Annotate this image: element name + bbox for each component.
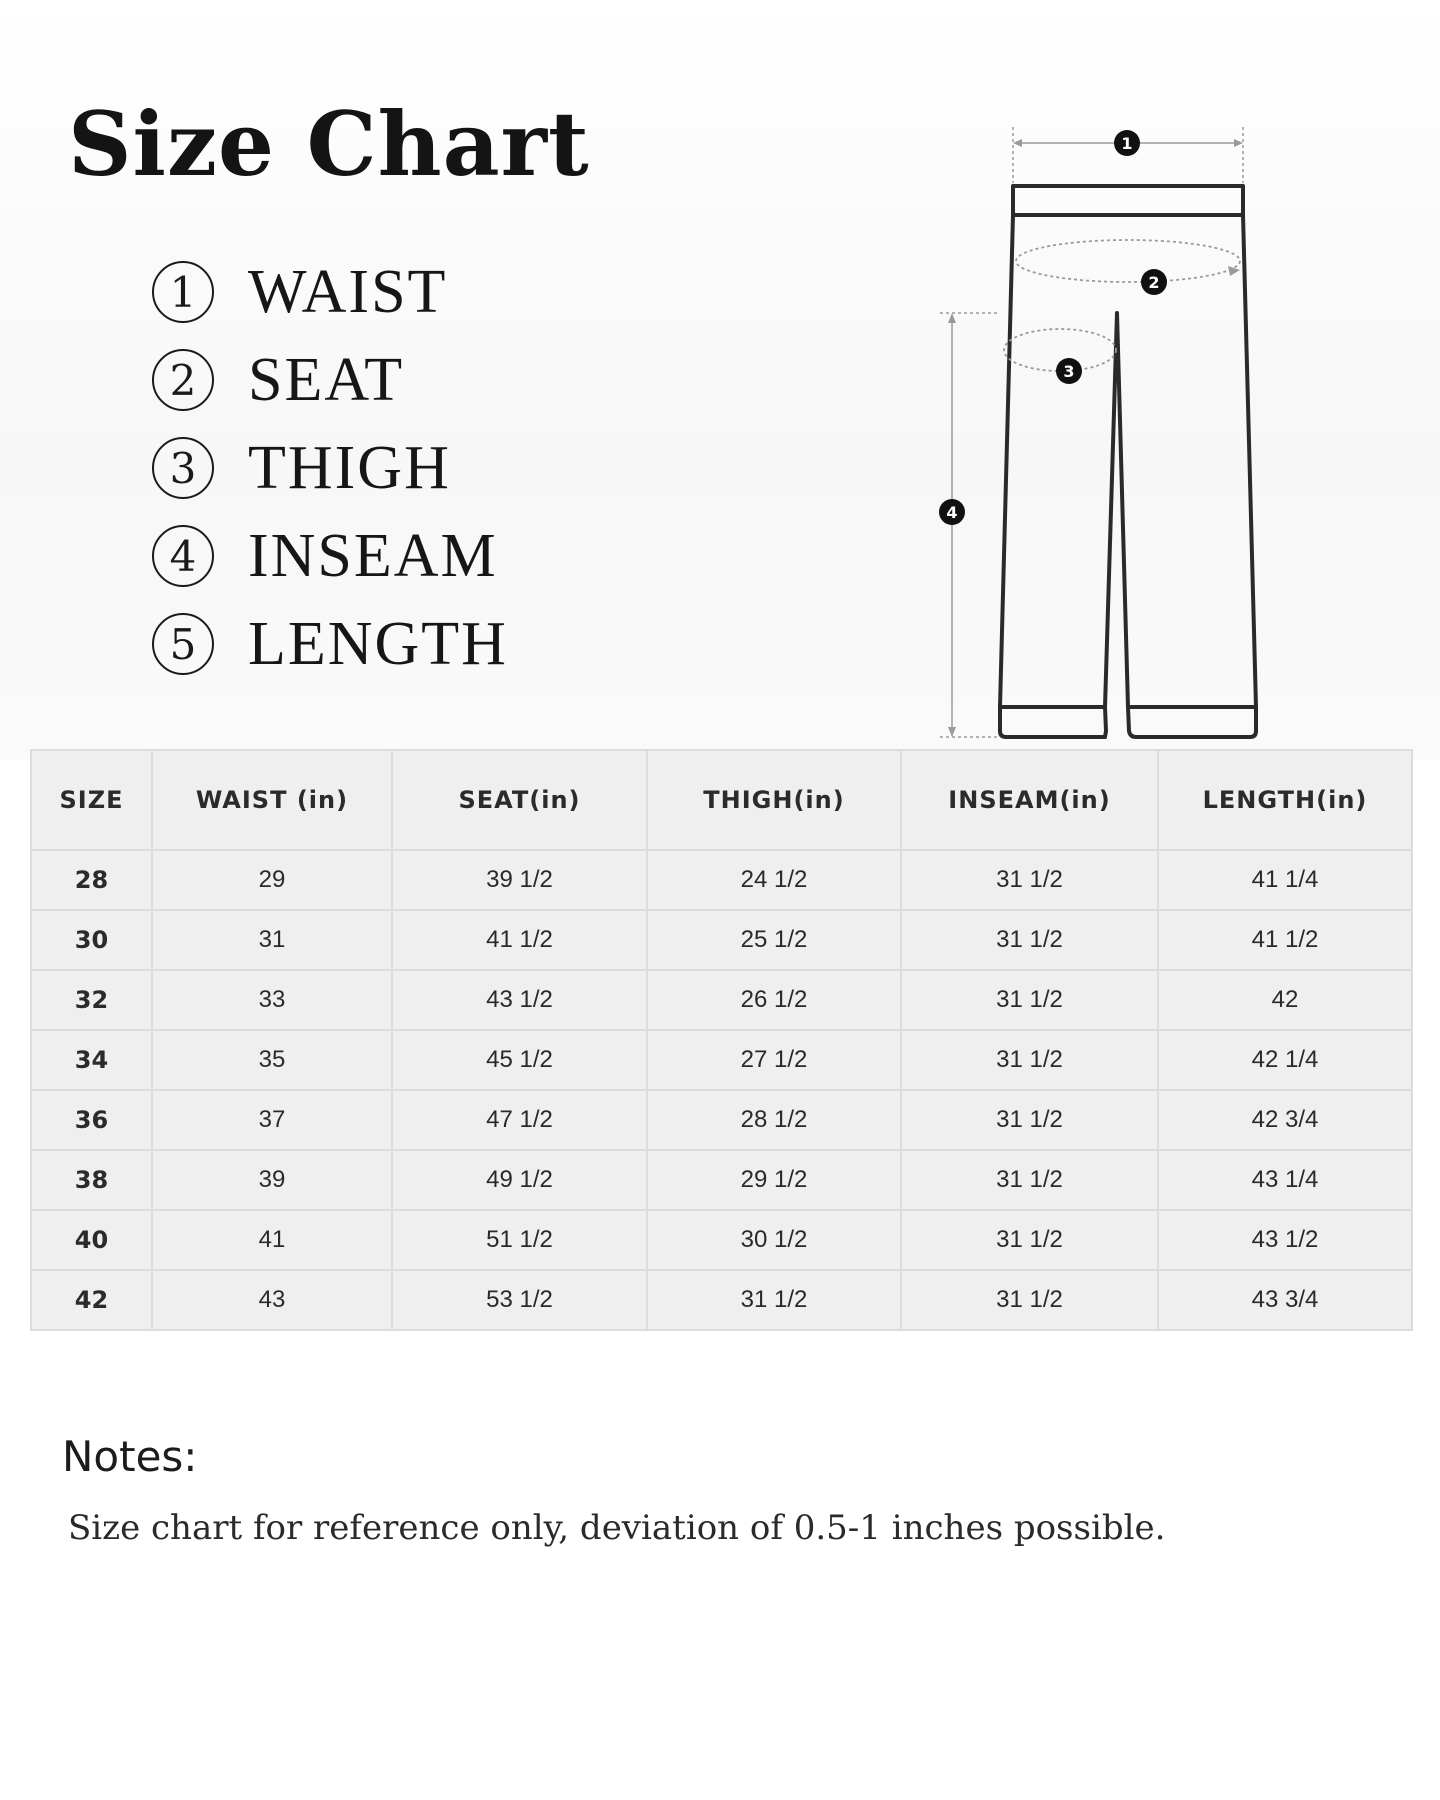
legend-number: 2 xyxy=(152,349,214,411)
waist-cell: 41 xyxy=(152,1210,392,1270)
inseam-cell: 31 1/2 xyxy=(901,1030,1158,1090)
length-cell: 41 1/2 xyxy=(1158,910,1412,970)
inseam-cell: 31 1/2 xyxy=(901,1150,1158,1210)
table-row xyxy=(31,1030,1412,1090)
column-header-length: LENGTH(in) xyxy=(1158,750,1412,850)
legend-number: 3 xyxy=(152,437,214,499)
table-row xyxy=(31,1090,1412,1150)
seat-cell: 41 1/2 xyxy=(392,910,647,970)
length-cell: 42 1/4 xyxy=(1158,1030,1412,1090)
measurement-legend xyxy=(152,248,508,688)
size-cell: 30 xyxy=(31,910,152,970)
legend-item-waist xyxy=(152,248,508,336)
waist-cell: 37 xyxy=(152,1090,392,1150)
column-header-inseam: INSEAM(in) xyxy=(901,750,1158,850)
length-cell: 43 1/2 xyxy=(1158,1210,1412,1270)
waist-cell: 35 xyxy=(152,1030,392,1090)
diagram-marker-3 xyxy=(1056,358,1082,384)
waist-cell: 39 xyxy=(152,1150,392,1210)
waist-cell: 31 xyxy=(152,910,392,970)
seat-cell: 45 1/2 xyxy=(392,1030,647,1090)
length-cell: 42 xyxy=(1158,970,1412,1030)
legend-label: INSEAM xyxy=(248,521,498,590)
thigh-cell: 25 1/2 xyxy=(647,910,901,970)
table-header-row xyxy=(31,750,1412,850)
page-title: Size Chart xyxy=(68,92,590,196)
legend-label: WAIST xyxy=(248,257,448,326)
pants-outline xyxy=(1000,186,1256,737)
column-header-waist: WAIST (in) xyxy=(152,750,392,850)
size-cell: 40 xyxy=(31,1210,152,1270)
legend-number: 1 xyxy=(152,261,214,323)
seat-cell: 47 1/2 xyxy=(392,1090,647,1150)
inseam-cell: 31 1/2 xyxy=(901,970,1158,1030)
inseam-cell: 31 1/2 xyxy=(901,1090,1158,1150)
length-cell: 43 3/4 xyxy=(1158,1270,1412,1330)
table-row xyxy=(31,910,1412,970)
column-header-size: SIZE xyxy=(31,750,152,850)
legend-item-inseam xyxy=(152,512,508,600)
legend-label: THIGH xyxy=(248,433,451,502)
size-cell: 28 xyxy=(31,850,152,910)
diagram-marker-2 xyxy=(1141,269,1167,295)
size-cell: 42 xyxy=(31,1270,152,1330)
waist-cell: 29 xyxy=(152,850,392,910)
thigh-cell: 30 1/2 xyxy=(647,1210,901,1270)
inseam-cell: 31 1/2 xyxy=(901,1270,1158,1330)
legend-label: SEAT xyxy=(248,345,405,414)
seat-cell: 43 1/2 xyxy=(392,970,647,1030)
size-cell: 32 xyxy=(31,970,152,1030)
thigh-cell: 26 1/2 xyxy=(647,970,901,1030)
thigh-cell: 28 1/2 xyxy=(647,1090,901,1150)
legend-item-seat xyxy=(152,336,508,424)
size-table xyxy=(30,749,1413,1331)
diagram-marker-1 xyxy=(1114,130,1140,156)
seat-cell: 39 1/2 xyxy=(392,850,647,910)
thigh-cell: 27 1/2 xyxy=(647,1030,901,1090)
table-row xyxy=(31,850,1412,910)
table-row xyxy=(31,970,1412,1030)
seat-arrow xyxy=(1228,266,1240,276)
legend-number: 4 xyxy=(152,525,214,587)
svg-text:3: 3 xyxy=(1063,362,1075,381)
inseam-measure-line xyxy=(940,313,1000,737)
length-cell: 42 3/4 xyxy=(1158,1090,1412,1150)
thigh-cell: 31 1/2 xyxy=(647,1270,901,1330)
length-cell: 43 1/4 xyxy=(1158,1150,1412,1210)
svg-text:1: 1 xyxy=(1121,134,1133,153)
notes-heading: Notes: xyxy=(62,1432,198,1481)
legend-number: 5 xyxy=(152,613,214,675)
svg-text:2: 2 xyxy=(1148,273,1160,292)
inseam-cell: 31 1/2 xyxy=(901,1210,1158,1270)
seat-cell: 53 1/2 xyxy=(392,1270,647,1330)
size-cell: 36 xyxy=(31,1090,152,1150)
seat-cell: 51 1/2 xyxy=(392,1210,647,1270)
length-cell: 41 1/4 xyxy=(1158,850,1412,910)
thigh-cell: 29 1/2 xyxy=(647,1150,901,1210)
seat-cell: 49 1/2 xyxy=(392,1150,647,1210)
pants-measurement-diagram xyxy=(930,115,1270,745)
waist-cell: 43 xyxy=(152,1270,392,1330)
seat-measure-ellipse xyxy=(1016,240,1240,282)
thigh-cell: 24 1/2 xyxy=(647,850,901,910)
diagram-marker-4 xyxy=(939,499,965,525)
legend-label: LENGTH xyxy=(248,609,508,678)
inseam-cell: 31 1/2 xyxy=(901,850,1158,910)
table-row xyxy=(31,1210,1412,1270)
size-cell: 34 xyxy=(31,1030,152,1090)
size-cell: 38 xyxy=(31,1150,152,1210)
table-row xyxy=(31,1270,1412,1330)
column-header-thigh: THIGH(in) xyxy=(647,750,901,850)
svg-text:4: 4 xyxy=(946,503,958,522)
notes-text: Size chart for reference only, deviation of 0.5-1 inches possible. xyxy=(68,1508,1166,1548)
inseam-cell: 31 1/2 xyxy=(901,910,1158,970)
column-header-seat: SEAT(in) xyxy=(392,750,647,850)
legend-item-thigh xyxy=(152,424,508,512)
waist-cell: 33 xyxy=(152,970,392,1030)
legend-item-length xyxy=(152,600,508,688)
table-row xyxy=(31,1150,1412,1210)
